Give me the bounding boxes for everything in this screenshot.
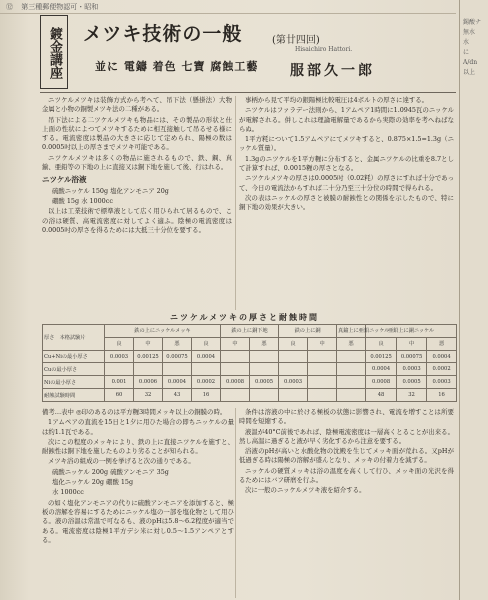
paragraph: の如く塩化アンモニアの代りに硫酸アンモニアを添加すると、極板の溶解を容易にするためにニッケル塩の一部を塩化物として用ひる。液の浴温は常温で可なるも、液のpHは5.8〜6.2程度が適当である。電流密度は陰極1平方デシ米に対し0.5〜1.5アンペアとする。 — [42, 498, 234, 544]
table-cell — [134, 363, 163, 376]
table-header-cell: 亜鉛上に銅ニッケル — [366, 325, 457, 338]
table-cell: 0.0004 — [163, 376, 192, 389]
table-subheader-cell: 良 — [192, 337, 221, 350]
table-cell — [250, 350, 279, 363]
adjacent-page-edge — [459, 0, 488, 600]
table-cell — [337, 363, 366, 376]
series-label: 鍍金講座 — [47, 27, 62, 79]
table-row — [43, 350, 457, 363]
paragraph: ニツケルメツキは装飾方式から考へて、吊下法（懸掛法）大物金属と小物の銅製メツキ法の二種がある。 — [42, 96, 232, 114]
table-cell: 0.0003 — [105, 350, 134, 363]
table-cell: 0.00125 — [366, 350, 397, 363]
table-cell — [337, 350, 366, 363]
paragraph: ニツケルはファラデー法則から、1アムペア1時間に1.0945瓦のニッケルが電解される。併しこれは理論電解量であるから実際の効率を考へねばならぬ。 — [239, 106, 454, 133]
table-cell: 0.0005 — [250, 376, 279, 389]
table-cell: 0.00075 — [163, 350, 192, 363]
table-cell — [308, 350, 337, 363]
table-header-cell: 真鍮上に亜鉛ニッケル — [337, 325, 366, 338]
page-number: ⑫ — [6, 3, 13, 11]
table-cell: 0.0008 — [366, 376, 397, 389]
table-cell: 0.0006 — [134, 376, 163, 389]
table-cell: 32 — [397, 389, 427, 402]
page-header — [0, 0, 456, 14]
paragraph: 1.3gのニツケルを1平方糎に分布すると、金属ニツケルの比重を8.7として計算すれば、0.0015糎の厚さとなる。 — [239, 154, 454, 173]
table-row — [43, 376, 457, 389]
table-subheader-cell: 良 — [279, 337, 308, 350]
table-cell — [308, 389, 337, 402]
edge-text-line: 水 — [463, 39, 470, 46]
table-subheader-row — [43, 337, 457, 350]
table-row-label: 耐蝕試験時間 — [43, 389, 105, 402]
table-cell: 32 — [134, 389, 163, 402]
table-cell: 0.0005 — [397, 376, 427, 389]
table-cell: 0.00125 — [134, 350, 163, 363]
table-row-label: Niの最小厚さ — [43, 376, 105, 389]
imprint-line: 第三種郵便物認可・昭和 — [21, 3, 99, 11]
table-subheader-cell: 悪 — [427, 337, 457, 350]
table-cell — [337, 389, 366, 402]
table-subheader-cell: 悪 — [337, 337, 366, 350]
table-cell — [221, 363, 250, 376]
table-subheader-cell: 良 — [105, 337, 134, 350]
table-cell: 0.0008 — [221, 376, 250, 389]
table-cell: 0.00075 — [397, 350, 427, 363]
column-right-bottom — [239, 408, 454, 598]
table-cell: 48 — [366, 389, 397, 402]
table-cell — [279, 350, 308, 363]
table-cell — [250, 363, 279, 376]
article-title: メツキ技術の一般 — [83, 23, 243, 45]
thickness-table — [42, 324, 457, 402]
table-cell — [163, 363, 192, 376]
edge-text-line: 以上 — [463, 69, 476, 76]
table-cell — [279, 363, 308, 376]
table-cell — [221, 389, 250, 402]
formula-line: 塩化ニッケル 20g 硼酸 15g — [52, 478, 134, 487]
author-name: 服部久一郎 — [290, 63, 375, 79]
table-subheader-cell: 中 — [308, 337, 337, 350]
table-cell — [250, 389, 279, 402]
table-subheader-cell: 悪 — [250, 337, 279, 350]
column-divider — [235, 408, 236, 598]
column-right-top — [239, 96, 454, 310]
table-cell — [221, 350, 250, 363]
table-cell: 0.0004 — [366, 363, 397, 376]
formula-line: 硫酸ニッケル 150g 塩化アンモニア 20g — [52, 186, 169, 195]
table-cell — [105, 363, 134, 376]
table-subheader-cell: 中 — [221, 337, 250, 350]
paragraph: 次にこの程度のメッキにより、鉄の上に直接ニツケルを施すと、耐蝕性は銅下地を施したものより劣ることが知られる。 — [42, 437, 234, 456]
table-subheader-cell: 中 — [134, 337, 163, 350]
table-cell — [308, 363, 337, 376]
paragraph: 液温が40°C前後であれば、陰極電流密度は一層高くとることが出来る。然し高温に過ぎると液が早く劣化するから注意を要する。 — [239, 427, 454, 445]
paragraph: メツキ浴の組成の一例を挙げると次の通りである。 — [48, 457, 195, 466]
table-row — [43, 389, 457, 402]
issue-number: (第廿四回) — [272, 35, 320, 46]
author-romanized: Hisaichiro Hattori. — [295, 46, 353, 53]
table-cell: 0.0003 — [279, 376, 308, 389]
formula-line: 硫酸ニッケル 200g 硫酸アンモニア 35g — [52, 467, 169, 476]
paragraph: 次に一般のニッケルメツキ液を紹介する。 — [245, 486, 366, 495]
table-cell — [279, 389, 308, 402]
table-header-cell: 厚さ 本格試験片 — [43, 325, 105, 351]
paragraph: 1平方粍について1.5アムペアにてメツキすると、0.875×1.5=1.3g（ニッケル質量）。 — [239, 135, 454, 153]
edge-text-line: A/dn — [463, 59, 478, 66]
table-row-label: Cu+Niの最小厚さ — [43, 350, 105, 363]
column-left-bottom — [42, 408, 234, 598]
table-subheader-cell: 中 — [397, 337, 427, 350]
table-cell: 0.0004 — [192, 350, 221, 363]
paragraph: 以上は工業技術で標準液として広く用ひられて居るもので、この浴は硬質、高電流密度に対してよく適ふ。陰極の電流密度は0.0005吋の厚さを得るためには大抵三十分位を要する。 — [42, 207, 232, 234]
paragraph: 吊下法による二ツケルメツキも物品には、その製品の形状と仕上面の性状によつてメツキするために相互接触して吊るせる様にする。電流密度は製品の大きさに応じて定められ、陽極の数は0.0005吋以上の厚さまでメツキ可能である。 — [42, 115, 232, 152]
edge-text-line: 錫酸ナ — [463, 19, 482, 26]
table-title: ニツケルメツキの厚さと耐蝕時間 — [170, 312, 320, 322]
table-cell: 0.0003 — [427, 376, 457, 389]
table-cell: 43 — [163, 389, 192, 402]
table-row — [43, 363, 457, 376]
paragraph: ニッケルの硬質メッキは浴の温度を高くして行ひ、メッキ面の光沢を得るためにはバフ研磨を行ふ。 — [239, 466, 454, 485]
table-cell: 60 — [105, 389, 134, 402]
formula-line: 硼酸 15g 水 1000cc — [52, 196, 113, 205]
paragraph: 次の表はニッケルの厚さと被膜の耐蝕性との関係を示したもので、特に銅下地の効果が大きい。 — [239, 193, 454, 212]
title-divider — [40, 92, 456, 93]
paragraph: 事柄から見て平均の銀陽極比較電圧は4ボルトの厚さに達する。 — [245, 96, 429, 104]
table-cell: 0.001 — [105, 376, 134, 389]
column-divider — [235, 96, 236, 310]
series-label-box — [40, 15, 68, 89]
table-cell: 0.0002 — [192, 376, 221, 389]
table-cell — [192, 363, 221, 376]
table-header-cell: 鉄の上に銅 — [279, 325, 337, 338]
section-heading: ニツケル浴液 — [42, 175, 87, 185]
table-cell: 0.0003 — [397, 363, 427, 376]
table-subheader-cell: 悪 — [163, 337, 192, 350]
table-row-label: Cuの最小厚さ — [43, 363, 105, 376]
paragraph: 条件は溶液の中に於ける極板の状態に影響され、電流を増すことは所要時間を短縮する。 — [239, 408, 454, 426]
article-subtitle: 並に 電鑄 着色 七寶 腐蝕工藝 — [95, 60, 259, 73]
paragraph: 1アムペアの直流を15日と1夕に用ひた場合の即ちニッケルの量は約1.1瓦である。 — [42, 418, 234, 436]
table-cell: 16 — [192, 389, 221, 402]
paragraph: 浴液のpHが高いと水酸化物の沈殿を生じてメッキ面が荒れる。又pHが低過ぎる時は陽極の溶解が盛んとなり、メッキの付着力を減ずる。 — [239, 447, 454, 465]
table-cell: 0.0002 — [427, 363, 457, 376]
edge-text-line: に — [463, 49, 470, 56]
table-header-cell: 鉄の上に銅下地 — [221, 325, 279, 338]
table-header-cell: 鉄の上にニッケルメッキ — [105, 325, 221, 338]
formula-line: 水 1000cc — [52, 488, 84, 497]
table-cell — [308, 376, 337, 389]
table-subheader-cell: 良 — [366, 337, 397, 350]
table-cell — [337, 376, 366, 389]
table-header-row — [43, 325, 457, 338]
edge-text-line: 無水 — [463, 29, 476, 36]
table-footnote: 備考…表中 ◎印のあるのは平方糎3時間メッキ以上の銅膜の時。 — [42, 408, 227, 416]
column-left-top — [42, 96, 232, 310]
paragraph: ニツケルメツキの厚さは0.0005吋（0.02粍）の厚さにすれば十分であって、今日の電流法からすれば二十分乃至三十分位の時間で得られる。 — [239, 174, 454, 192]
table-cell: 16 — [427, 389, 457, 402]
table-cell: 0.0004 — [427, 350, 457, 363]
paragraph: ニツケルメツキは多くの物品に施されるもので、鉄、鋼、真鍮、亜鉛等の下地の上に直接又は銅下地を施して後、行はれる。 — [42, 153, 232, 172]
